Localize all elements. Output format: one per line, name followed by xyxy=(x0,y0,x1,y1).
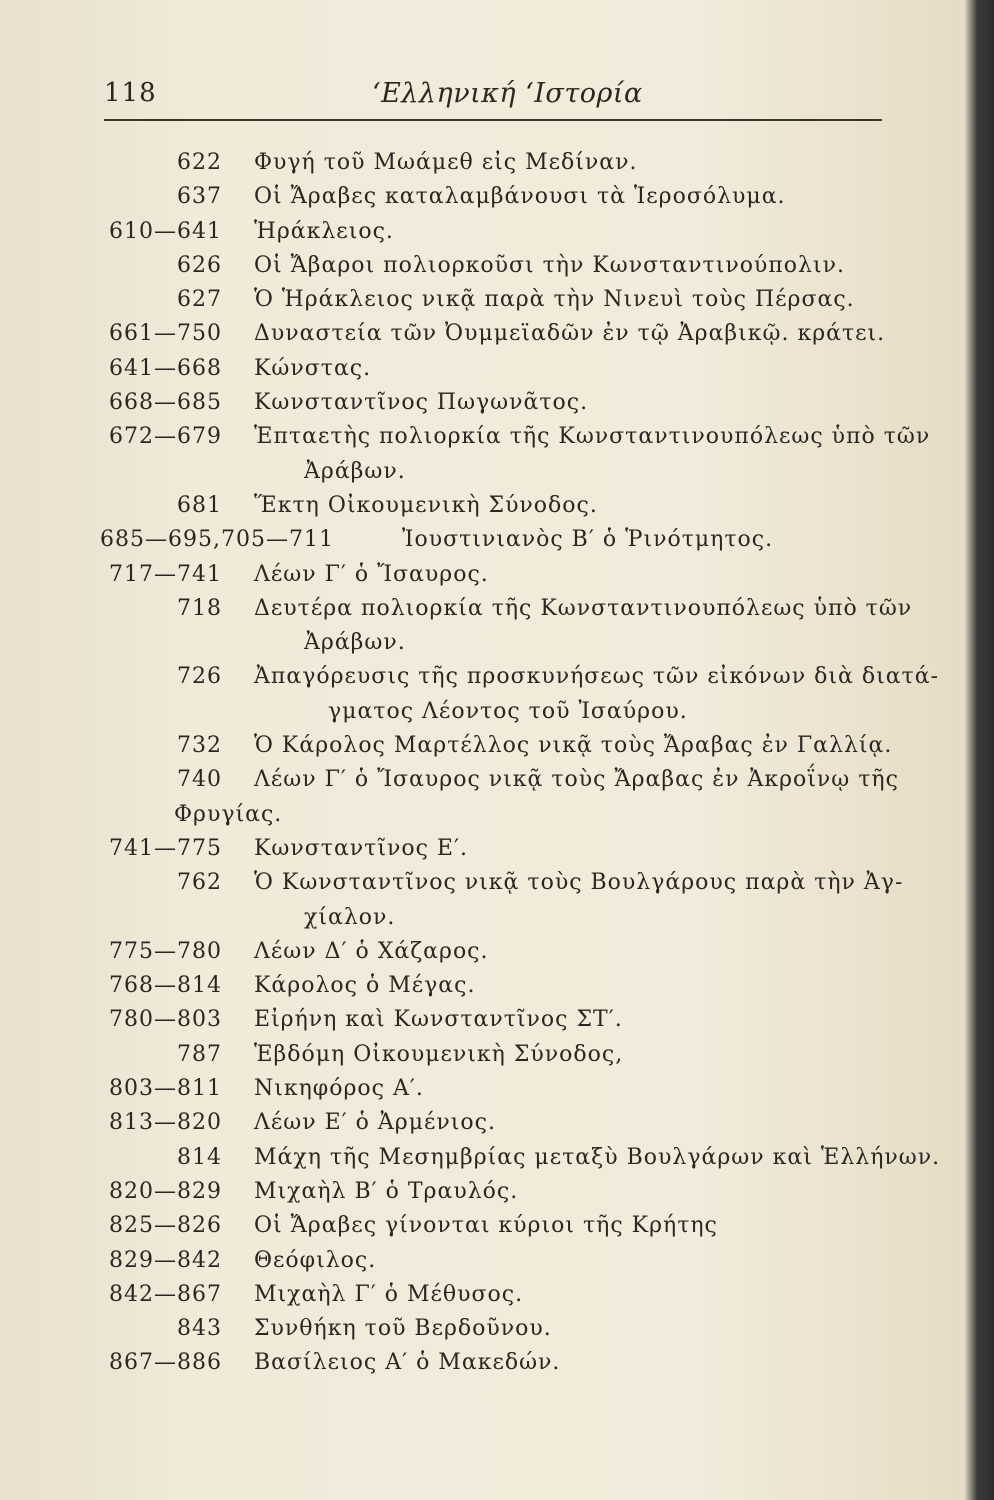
entry-text: Ὁ Ἡράκλειος νικᾷ παρὰ τὴν Νινευὶ τοὺς Πέρσας. xyxy=(254,287,855,313)
entry-date: 741—775 xyxy=(109,835,222,861)
page-header xyxy=(104,78,880,118)
entry-date: 768—814 xyxy=(109,973,222,999)
header-rule xyxy=(104,119,882,121)
entry-text: Ἑπταετὴς πολιορκία τῆς Κωνσταντινουπόλεως ὑπὸ τῶν xyxy=(254,424,931,450)
entry-date: 622 xyxy=(177,150,222,175)
chronology-entry xyxy=(0,1141,994,1175)
entry-date: 829—842 xyxy=(109,1247,222,1273)
chronology-entry-continuation xyxy=(0,798,994,832)
entry-date: 803—811 xyxy=(109,1076,222,1102)
chronology-entry xyxy=(0,969,994,1003)
chronology-entry xyxy=(0,1244,994,1278)
entry-text: Λέων Δ′ ὁ Χάζαρος. xyxy=(254,938,489,964)
chronology-entry xyxy=(0,660,994,694)
entry-date: 740 xyxy=(177,767,222,793)
entry-date: 627 xyxy=(177,287,222,313)
chronology-entry-continuation xyxy=(0,901,994,935)
chronology-entry xyxy=(0,523,994,557)
entry-date: 732 xyxy=(177,733,222,759)
entry-date: 641—668 xyxy=(109,355,222,381)
chronology-entry xyxy=(0,386,994,420)
entry-text: Μιχαὴλ Β′ ὁ Τραυλός. xyxy=(254,1178,519,1204)
chronology-entry xyxy=(0,1278,994,1312)
entry-text: Μάχη τῆς Μεσημβρίας μεταξὺ Βουλγάρων καὶ Ἑλλήνων. xyxy=(254,1144,941,1170)
entry-date: 842—867 xyxy=(109,1281,222,1307)
entry-text: Ὁ Κωνσταντῖνος νικᾷ τοὺς Βουλγάρους παρὰ τὴν Ἀγ- xyxy=(254,870,904,896)
entry-date: 626 xyxy=(177,252,222,278)
entry-text: Λέων Γ′ ὁ Ἴσαυρος. xyxy=(254,561,489,587)
entry-text: Ἕκτη Οἰκουμενικὴ Σύνοδος. xyxy=(254,492,598,518)
entry-date: 637 xyxy=(177,184,222,210)
entry-date: 813—820 xyxy=(109,1110,222,1136)
chronology-entry xyxy=(0,249,994,283)
entry-text: Μιχαὴλ Γ′ ὁ Μέθυσος. xyxy=(254,1281,524,1307)
chronology-entry xyxy=(0,1346,994,1380)
entry-date: 867—886 xyxy=(109,1350,222,1376)
entry-text: Κάρολος ὁ Μέγας. xyxy=(254,973,476,999)
entry-text: Ἰουστινιανὸς Β′ ὁ Ῥινότμητος. xyxy=(402,527,774,553)
entry-date: 681 xyxy=(177,492,222,518)
entry-text: Φρυγίας. xyxy=(174,801,283,827)
entry-date: 825—826 xyxy=(109,1213,222,1239)
entry-text: Νικηφόρος Α′. xyxy=(254,1076,424,1102)
chronology-entry xyxy=(0,1312,994,1346)
entry-date: 780—803 xyxy=(109,1007,222,1033)
entry-date: 717—741 xyxy=(109,561,222,587)
entry-date: 820—829 xyxy=(109,1178,222,1204)
entry-date: 661—750 xyxy=(109,321,222,347)
chronology-entry xyxy=(0,1072,994,1106)
chronology-entry xyxy=(0,1175,994,1209)
page-number: 118 xyxy=(104,78,157,108)
chronology-entry xyxy=(0,763,994,797)
entry-date: 787 xyxy=(177,1041,222,1067)
chronology-entry xyxy=(0,317,994,351)
entry-text: Κωνσταντῖνος Πωγωνᾶτος. xyxy=(254,390,589,416)
running-title: ‘Ελληνική ‘Ιστορία xyxy=(372,78,643,109)
entry-date: 672—679 xyxy=(109,424,222,450)
entry-text: Φυγή τοῦ Μωάμεθ εἰς Μεδίναν. xyxy=(254,150,638,175)
entry-text: Δυναστεία τῶν Ὀυμμεϊαδῶν ἐν τῷ Ἀραβικῷ. κράτει. xyxy=(254,321,886,347)
entry-date: 814 xyxy=(177,1144,222,1170)
entry-text: χίαλον. xyxy=(304,904,396,930)
entry-date: 610—641 xyxy=(109,218,222,244)
entry-date: 685—695,705—711 xyxy=(100,527,334,553)
chronology-entry xyxy=(0,729,994,763)
entry-text: Οἱ Ἄραβες καταλαμβάνουσι τὰ Ἱεροσόλυμα. xyxy=(254,184,786,210)
chronology-entry xyxy=(0,592,994,626)
entry-text: Εἰρήνη καὶ Κωνσταντῖνος ΣΤ′. xyxy=(254,1007,623,1033)
chronology-entry xyxy=(0,489,994,523)
entry-text: Οἱ Ἄραβες γίνονται κύριοι τῆς Κρήτης xyxy=(254,1213,718,1239)
chronology-entry-continuation xyxy=(0,695,994,729)
chronology-entry xyxy=(0,935,994,969)
chronology-entry-continuation xyxy=(0,455,994,489)
entry-text: Βασίλειος Α′ ὁ Μακεδών. xyxy=(254,1350,561,1376)
chronology-list xyxy=(0,146,994,1381)
entry-text: Λέων Ε′ ὁ Ἀρμένιος. xyxy=(254,1110,496,1136)
entry-text: Ἀράβων. xyxy=(304,630,406,656)
chronology-entry xyxy=(0,1038,994,1072)
entry-date: 843 xyxy=(177,1316,222,1342)
entry-text: Ἡράκλειος. xyxy=(254,218,394,244)
entry-text: Θεόφιλος. xyxy=(254,1247,377,1273)
entry-text: Λέων Γ′ ὁ Ἴσαυρος νικᾷ τοὺς Ἄραβας ἐν Ἀκροΐνῳ τῆς xyxy=(254,767,899,793)
chronology-entry-continuation xyxy=(0,626,994,660)
entry-text: Δευτέρα πολιορκία τῆς Κωνσταντινουπόλεως ὑπὸ τῶν xyxy=(254,595,913,621)
chronology-entry xyxy=(0,420,994,454)
entry-date: 718 xyxy=(177,595,222,621)
chronology-entry xyxy=(0,558,994,592)
chronology-entry xyxy=(0,866,994,900)
chronology-entry xyxy=(0,215,994,249)
entry-date: 762 xyxy=(177,870,222,896)
entry-text: Ὁ Κάρολος Μαρτέλλος νικᾷ τοὺς Ἄραβας ἐν Γαλλίᾳ. xyxy=(254,733,893,759)
chronology-entry xyxy=(0,1003,994,1037)
chronology-entry xyxy=(0,1106,994,1140)
chronology-entry xyxy=(0,352,994,386)
entry-text: Ἀράβων. xyxy=(304,458,406,484)
chronology-entry xyxy=(0,832,994,866)
chronology-entry xyxy=(0,283,994,317)
entry-text: Ἀπαγόρευσις τῆς προσκυνήσεως τῶν εἰκόνων διὰ διατά- xyxy=(254,664,940,690)
entry-text: Ἑβδόμη Οἰκουμενικὴ Σύνοδος, xyxy=(254,1041,624,1067)
entry-text: Κωνσταντῖνος Ε′. xyxy=(254,835,468,861)
chronology-entry xyxy=(0,180,994,214)
entry-text: Οἱ Ἄβαροι πολιορκοῦσι τὴν Κωνσταντινούπολιν. xyxy=(254,252,845,278)
entry-date: 726 xyxy=(177,664,222,690)
chronology-entry xyxy=(0,146,994,180)
entry-date: 775—780 xyxy=(109,938,222,964)
entry-text: γματος Λέοντος τοῦ Ἰσαύρου. xyxy=(328,698,688,724)
entry-date: 668—685 xyxy=(109,390,222,416)
entry-text: Κώνστας. xyxy=(254,355,372,381)
chronology-entry xyxy=(0,1209,994,1243)
entry-text: Συνθήκη τοῦ Βερδοῦνου. xyxy=(254,1316,552,1342)
